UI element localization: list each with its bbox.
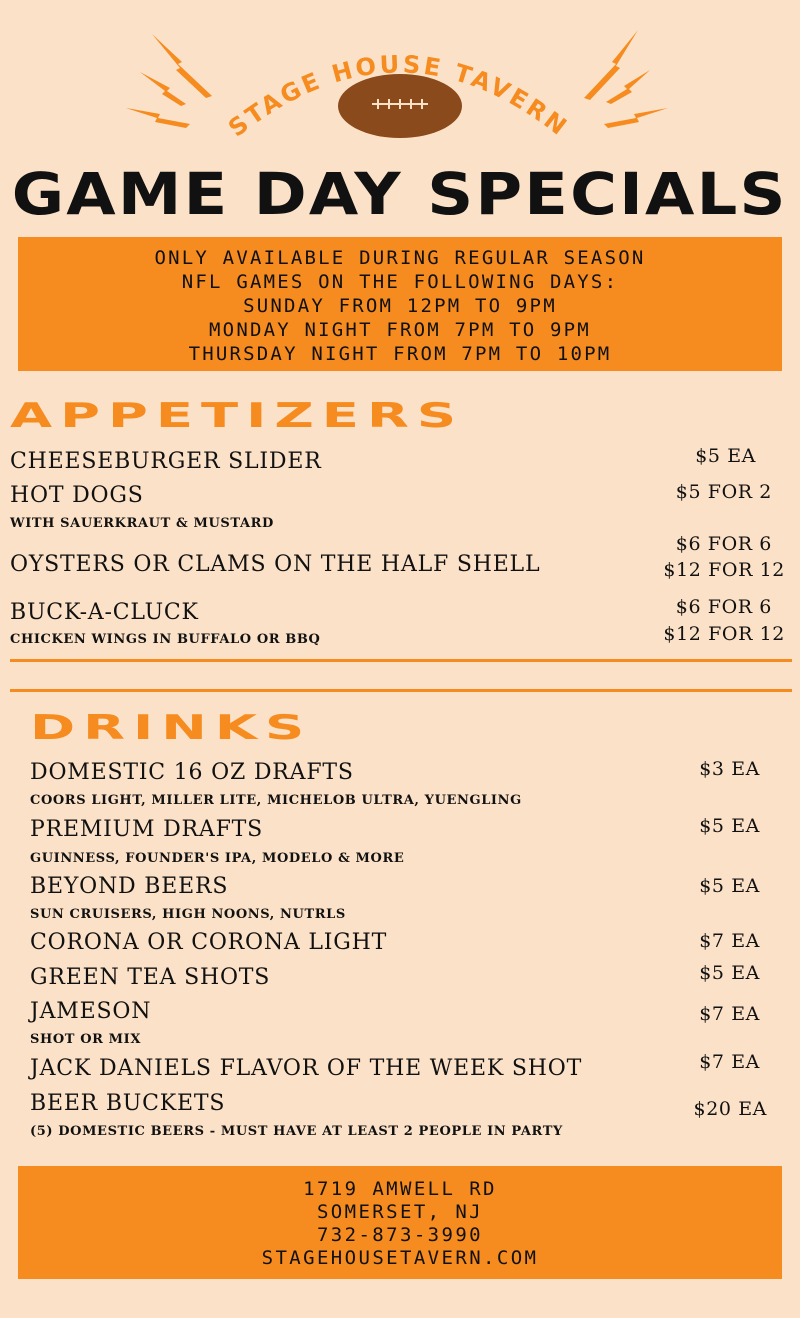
menu-item-price: $7 EA <box>699 1051 760 1073</box>
menu-item-price: $12 FOR 12 <box>663 559 785 581</box>
lightning-icon <box>584 30 668 128</box>
menu-item-price: $5 EA <box>699 815 760 837</box>
menu-item-name: GREEN TEA SHOTS <box>30 965 271 990</box>
phone-number[interactable]: 732-873-3990 <box>316 1224 484 1246</box>
menu-item-price: $5 FOR 2 <box>675 481 772 503</box>
notice-line: SUNDAY FROM 12PM TO 9PM <box>243 295 557 317</box>
menu-item-name: CHEESEBURGER SLIDER <box>10 449 322 474</box>
menu-item-note: SHOT OR MIX <box>30 1032 142 1047</box>
menu-item-name: JACK DANIELS FLAVOR OF THE WEEK SHOT <box>30 1056 583 1081</box>
notice-line: THURSDAY NIGHT FROM 7PM TO 10PM <box>188 343 612 365</box>
address-line: 1719 AMWELL RD <box>303 1178 497 1200</box>
menu-item-note: GUINNESS, FOUNDER'S IPA, MODELO & MORE <box>30 851 405 866</box>
page-title: GAME DAY SPECIALS <box>12 160 788 228</box>
contact-footer <box>18 1166 782 1279</box>
menu-item-price: $5 EA <box>699 962 760 984</box>
menu-item-price: $20 EA <box>693 1098 767 1120</box>
menu-item-name: PREMIUM DRAFTS <box>30 817 264 842</box>
divider <box>10 689 792 692</box>
menu-item-price: $7 EA <box>699 1003 760 1025</box>
menu-item-name: OYSTERS OR CLAMS ON THE HALF SHELL <box>10 552 541 577</box>
menu-item-price: $3 EA <box>699 758 760 780</box>
football-icon <box>338 74 462 138</box>
lightning-icon <box>126 34 212 128</box>
notice-line: ONLY AVAILABLE DURING REGULAR SEASON <box>154 247 646 269</box>
menu-item-note: CHICKEN WINGS IN BUFFALO OR BBQ <box>10 632 321 647</box>
availability-notice <box>18 237 782 371</box>
menu-item-name: BEYOND BEERS <box>30 874 229 899</box>
menu-item-name: BUCK-A-CLUCK <box>10 600 199 625</box>
menu-item-name: BEER BUCKETS <box>30 1091 226 1116</box>
notice-line: MONDAY NIGHT FROM 7PM TO 9PM <box>209 319 591 341</box>
menu-item-price: $5 EA <box>695 445 756 467</box>
menu-item-name: CORONA OR CORONA LIGHT <box>30 930 388 955</box>
brand-name: STAGE HOUSE TAVERN <box>223 50 574 143</box>
menu-item-price: $12 FOR 12 <box>663 623 785 645</box>
menu-item-price: $5 EA <box>699 875 760 897</box>
menu-item-name: JAMESON <box>30 999 152 1024</box>
menu-item-name: DOMESTIC 16 OZ DRAFTS <box>30 760 354 785</box>
menu-item-price: $6 FOR 6 <box>675 596 772 618</box>
drinks-heading: DRINKS <box>30 708 313 748</box>
menu-item-note: (5) DOMESTIC BEERS - MUST HAVE AT LEAST 2 PEOPLE IN PARTY <box>30 1124 563 1139</box>
menu-item-price: $6 FOR 6 <box>675 533 772 555</box>
menu-item-name: HOT DOGS <box>10 483 144 508</box>
city-line: SOMERSET, NJ <box>316 1201 484 1223</box>
menu-item-note: COORS LIGHT, MILLER LITE, MICHELOB ULTRA, YUENGLING <box>30 793 522 808</box>
menu-item-note: SUN CRUISERS, HIGH NOONS, NUTRLS <box>30 907 346 922</box>
menu-item-price: $7 EA <box>699 930 760 952</box>
appetizers-heading: APPETIZERS <box>10 396 465 436</box>
divider <box>10 659 792 662</box>
notice-line: NFL GAMES ON THE FOLLOWING DAYS: <box>181 271 619 293</box>
website-link[interactable]: STAGEHOUSETAVERN.COM <box>261 1247 539 1269</box>
menu-item-note: WITH SAUERKRAUT & MUSTARD <box>10 516 274 531</box>
header-artwork <box>0 0 800 170</box>
